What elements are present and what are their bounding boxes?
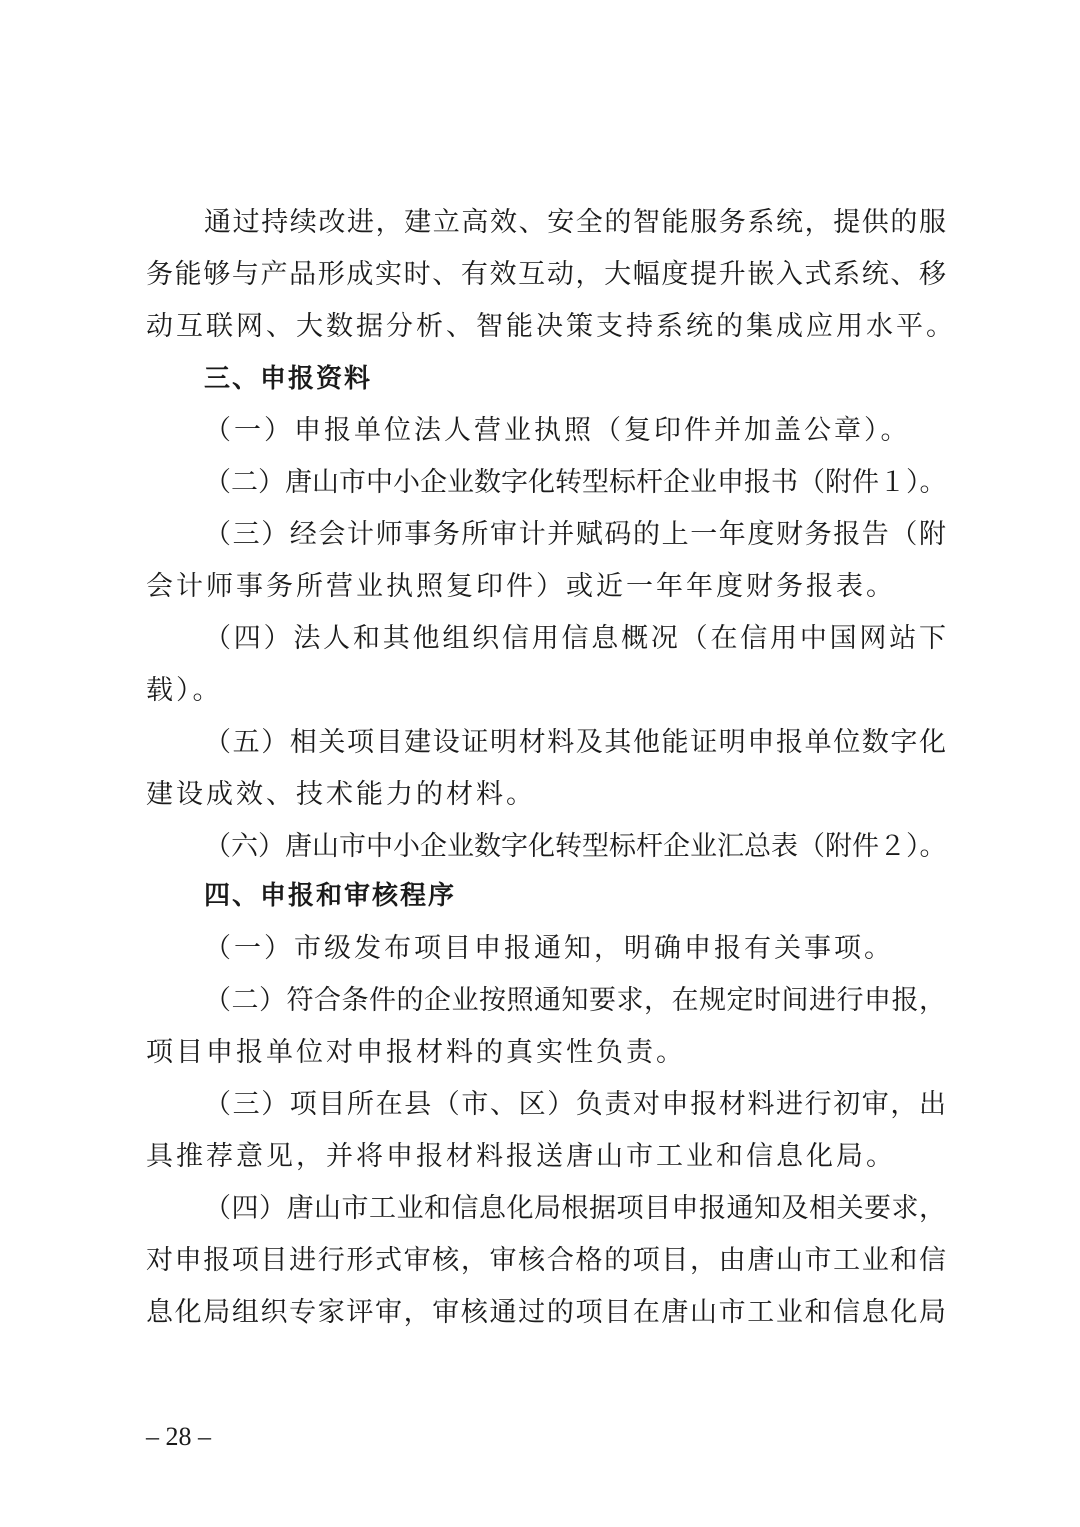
list-item-continuation: 具推荐意见，并将申报材料报送唐山市工业和信息化局。	[146, 1141, 896, 1172]
list-item: （三）项目所在县（市、区）负责对申报材料进行初审，出	[204, 1089, 946, 1120]
list-item: （六）唐山市中小企业数字化转型标杆企业汇总表（附件２）。	[204, 831, 947, 862]
list-item: （一）市级发布项目申报通知，明确申报有关事项。	[204, 933, 894, 964]
page-number: – 28 –	[146, 1422, 211, 1451]
section-heading-four: 四、申报和审核程序	[204, 881, 457, 911]
paragraph-line: 通过持续改进，建立高效、安全的智能服务系统，提供的服	[204, 207, 946, 238]
list-item: （二）符合条件的企业按照通知要求，在规定时间进行申报，	[204, 985, 946, 1016]
list-item: （二）唐山市中小企业数字化转型标杆企业申报书（附件１）。	[204, 467, 947, 498]
list-item: （一）申报单位法人营业执照（复印件并加盖公章）。	[204, 415, 911, 446]
list-item-continuation: 载）。	[146, 675, 223, 706]
paragraph-line: 动互联网、大数据分析、智能决策支持系统的集成应用水平。	[146, 311, 956, 342]
list-item-continuation: 建设成效、技术能力的材料。	[146, 779, 536, 810]
section-heading-three: 三、申报资料	[204, 364, 373, 394]
list-item: （三）经会计师事务所审计并赋码的上一年度财务报告（附	[204, 519, 946, 550]
list-item-continuation: 对申报项目进行形式审核，审核合格的项目，由唐山市工业和信	[146, 1245, 946, 1276]
list-item-continuation: 息化局组织专家评审，审核通过的项目在唐山市工业和信息化局	[146, 1297, 946, 1328]
list-item-continuation: 项目申报单位对申报材料的真实性负责。	[146, 1037, 686, 1068]
list-item-continuation: 会计师事务所营业执照复印件）或近一年年度财务报表。	[146, 571, 896, 602]
list-item: （四）法人和其他组织信用信息概况（在信用中国网站下	[204, 623, 946, 654]
paragraph-line: 务能够与产品形成实时、有效互动，大幅度提升嵌入式系统、移	[146, 259, 946, 290]
list-item: （四）唐山市工业和信息化局根据项目申报通知及相关要求，	[204, 1193, 946, 1224]
list-item: （五）相关项目建设证明材料及其他能证明申报单位数字化	[204, 727, 946, 758]
